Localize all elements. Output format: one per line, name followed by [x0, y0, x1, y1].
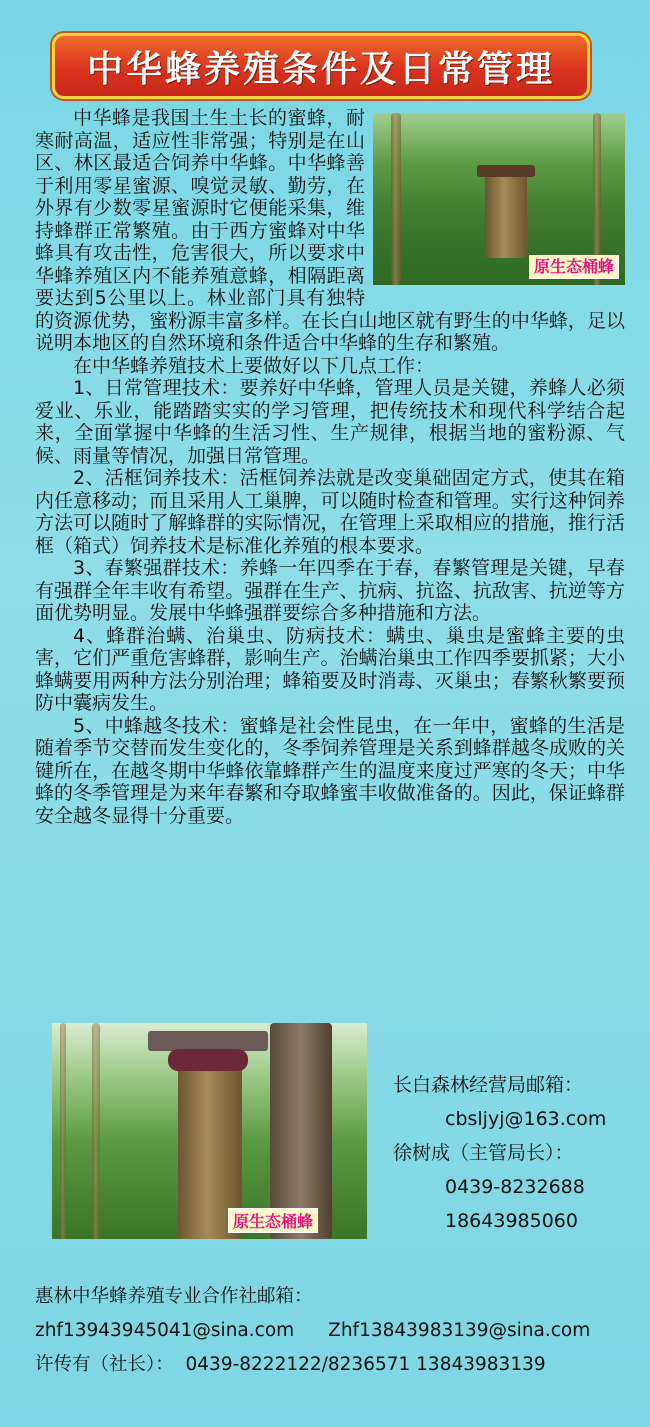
hive-roof-shape	[148, 1031, 268, 1051]
coop-contact	[35, 1280, 590, 1382]
tree-shape	[60, 1023, 66, 1239]
article-body	[35, 107, 625, 827]
bureau-email[interactable]: cbsljyj@163.com	[445, 1108, 607, 1130]
person-label: 徐树成（主管局长）：	[393, 1142, 574, 1164]
point-paragraph: 4、蜂群治螨、治巢虫、防病技术：螨虫、巢虫是蜜蜂主要的虫害，它们严重危害蜂群，影响生产。治螨治巢虫工作四季要抓紧；大小蜂螨要用两种方法分别治理；蜂箱要及时消毒、灭巢虫；春繁秋繁要预防中囊病发生。	[35, 624, 625, 714]
hive-log-shape	[485, 173, 527, 258]
point-paragraph: 5、中蜂越冬技术：蜜蜂是社会性昆虫，在一年中，蜜蜂的生活是随着季节交替而发生变化的，冬季饲养管理是关系到蜂群越冬成败的关键所在，在越冬期中华蜂依靠蜂群产生的温度来度过严寒的冬天；中华蜂的冬季管理是为来年春繁和夺取蜂蜜丰收做准备的。因此，保证蜂群安全越冬显得十分重要。	[35, 714, 625, 827]
tree-shape	[92, 1023, 100, 1239]
coop-person-phones: 许传有（社长）： 0439-8222122/8236571 13843983139	[35, 1354, 546, 1375]
bureau-contact	[393, 1068, 606, 1238]
phone-number: 0439-8232688	[445, 1176, 585, 1198]
hive-photo-2	[52, 1023, 367, 1239]
photo-caption: 原生态桶蜂	[529, 255, 619, 280]
tree-shape	[391, 113, 401, 285]
intro-paragraph: 中华蜂是我国土生土长的蜜蜂，耐寒耐高温，适应性非常强；特别是在山区、林区最适合饲养中华蜂。中华蜂善于利用零星蜜源、嗅觉灵敏、勤劳，在外界有少数零星蜜源时它便能采集，维持蜂群正常繁殖。由于西方蜜蜂对中华蜂具有攻击性，危害很大，所以要求中华蜂养殖区内不能养殖意蜂，相隔距离要达到5公里以上。林业部门具有独特的资源优势，蜜粉源丰富多样。在长白山地区就有野生的中华蜂，足以说明本地区的自然环境和条件适合中华蜂的生存和繁殖。	[35, 107, 625, 354]
point-paragraph: 2、活框饲养技术：活框饲养法就是改变巢础固定方式，使其在箱内任意移动；而且采用人工巢脾，可以随时检查和管理。实行这种饲养方法可以随时了解蜂群的实际情况，在管理上采取相应的措施，推行活框（箱式）饲养技术是标准化养殖的根本要求。	[35, 467, 625, 557]
lead-sentence: 在中华蜂养殖技术上要做好以下几点工作：	[73, 354, 435, 377]
bureau-email-label: 长白森林经营局邮箱：	[393, 1074, 584, 1096]
phone-number: 18643985060	[445, 1210, 578, 1232]
coop-email-label: 惠林中华蜂养殖专业合作社邮箱：	[35, 1286, 313, 1307]
coop-email[interactable]: Zhf13843983139@sina.com	[328, 1320, 591, 1341]
hive-cover-shape	[168, 1049, 248, 1071]
photo-caption: 原生态桶蜂	[228, 1208, 318, 1233]
point-paragraph: 1、日常管理技术：要养好中华蜂，管理人员是关键，养蜂人必须爱业、乐业，能踏踏实实的学习管理，把传统技术和现代科学结合起来，全面掌握中华蜂的生活习性、生产规律，根据当地的蜜粉源、气候、雨量等情况，加强日常管理。	[35, 377, 625, 467]
coop-email[interactable]: zhf13943945041@sina.com	[35, 1320, 295, 1341]
title-banner	[52, 33, 590, 99]
hive-roof-shape	[477, 165, 535, 177]
hive-photo-1	[373, 113, 625, 285]
tree-shape	[270, 1023, 332, 1239]
point-paragraph: 3、春繁强群技术：养蜂一年四季在于春，春繁管理是关键，早春有强群全年丰收有希望。强群在生产、抗病、抗盗、抗敌害、抗逆等方面优势明显。发展中华蜂强群要综合多种措施和方法。	[35, 557, 625, 624]
page-title: 中华蜂养殖条件及日常管理	[86, 48, 555, 90]
